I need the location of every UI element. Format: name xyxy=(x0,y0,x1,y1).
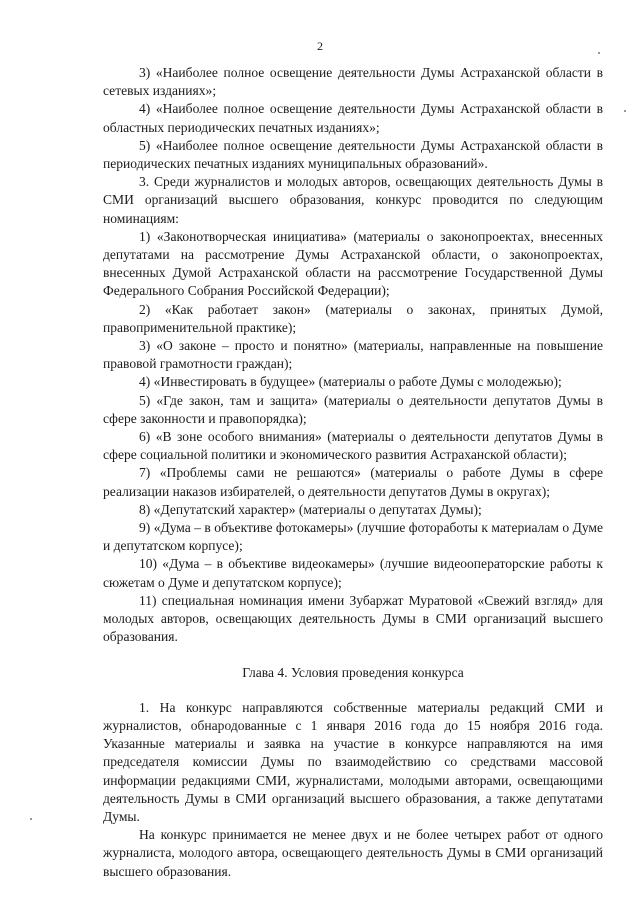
paragraph: 8) «Депутатский характер» (материалы о депутатах Думы); xyxy=(139,501,482,517)
paragraph: 1. На конкурс направляются собственные материалы редакций СМИ и журналистов, обнародованные с 1 января 2016 года до 15 ноября 2016 года. Указанные материалы и заявка на участие в конкурсе направляются на имя председателя комиссии Думы по взаимодействию со средствами массовой информации редакциями СМИ, журналистами, молодыми авторами, освещающими деятельность Думы в СМИ организаций высшего образования, а также депутатами Думы. xyxy=(103,699,603,824)
paragraph: 4) «Инвестировать в будущее» (материалы о работе Думы с молодежью); xyxy=(139,374,562,390)
paragraph: 5) «Наиболее полное освещение деятельности Думы Астраханской области в периодических печатных изданиях муниципальных образований». xyxy=(103,137,603,172)
scan-speck xyxy=(624,110,626,112)
paragraph: 3) «Наиболее полное освещение деятельности Думы Астраханской области в сетевых изданиях»; xyxy=(103,65,603,99)
page-number: 2 xyxy=(317,39,323,53)
paragraph: 5) «Где закон, там и защита» (материалы о деятельности депутатов Думы в сфере законности и правопорядка); xyxy=(103,392,603,426)
paragraph: 10) «Дума – в объективе видеокамеры» (лучшие видеооператорские работы к сюжетам о Думе и депутатском корпусе); xyxy=(103,556,603,590)
chapter-heading: Глава 4. Условия проведения конкурса xyxy=(242,664,464,680)
paragraph: 7) «Проблемы сами не решаются» (материалы о работе Думы в сфере реализации наказов избирателей, о деятельности депутатов Думы в округах); xyxy=(103,465,603,499)
paragraph: 2) «Как работает закон» (материалы о законах, принятых Думой, правоприменительной практике); xyxy=(103,301,603,335)
paragraph: 3. Среди журналистов и молодых авторов, освещающих деятельность Думы в СМИ организаций высшего образования, конкурс проводится по следующим номинациям: xyxy=(103,174,603,226)
document-body xyxy=(103,64,603,881)
paragraph: 9) «Дума – в объективе фотокамеры» (лучшие фоторaботы к материалам о Думе и депутатском корпусе); xyxy=(103,520,603,554)
scan-speck xyxy=(598,52,600,54)
paragraph: 4) «Наиболее полное освещение деятельности Думы Астраханской области в областных периодических печатных изданиях»; xyxy=(103,101,603,135)
scan-speck xyxy=(30,818,32,820)
paragraph: 6) «В зоне особого внимания» (материалы о деятельности депутатов Думы в сфере социальной политики и экономического развития Астраханской области); xyxy=(103,429,603,463)
paragraph: 1) «Законотворческая инициатива» (материалы о законопроектах, внесенных депутатами на рассмотрение Думы Астраханской области, о законопроектах, внесенных Думой Астраханской области на рассмотрение Государственной Думы Федерального Собрания Российской Федерации); xyxy=(103,228,603,299)
paragraph: 3) «О законе – просто и понятно» (материалы, направленные на повышение правовой грамотности граждан); xyxy=(103,338,603,372)
paragraph: На конкурс принимается не менее двух и не более четырех работ от одного журналиста, молодого автора, освещающего деятельность Думы в СМИ организаций высшего образования. xyxy=(103,827,603,879)
paragraph: 11) специальная номинация имени Зубаржат Муратовой «Свежий взгляд» для молодых авторов, освещающих деятельность Думы в СМИ организаций высшего образования. xyxy=(103,592,603,645)
